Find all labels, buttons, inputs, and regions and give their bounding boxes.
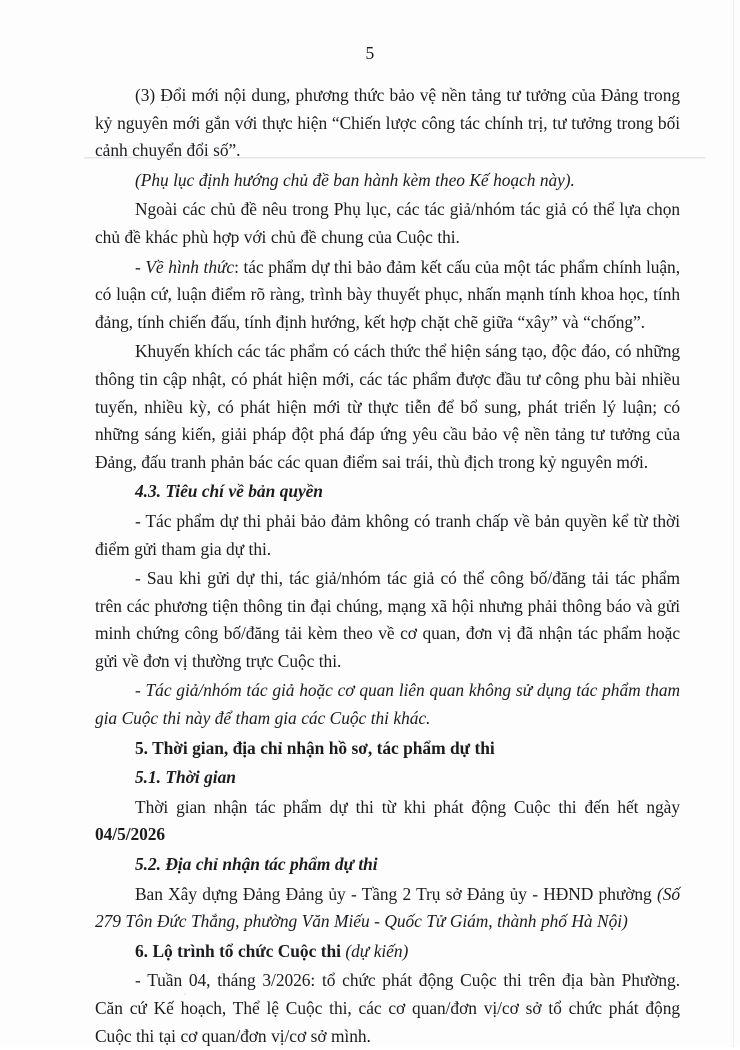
heading-5-time-and-address xyxy=(95,735,680,763)
heading-note-tentative: (dự kiến) xyxy=(345,940,409,961)
heading-text: 6. Lộ trình tổ chức Cuộc thi xyxy=(135,940,346,961)
heading-5-1-time xyxy=(95,764,680,792)
paragraph-submission-deadline xyxy=(95,794,680,849)
text-run: - Tuần 04, tháng 3/2026: tổ chức phát động Cuộc thi trên địa bàn Phường. Căn cứ Kế hoạch, Thể lệ Cuộc thi, các cơ quan/đơn vị/cơ sở tổ chức phát động Cuộc thi tại cơ quan/đơn vị/cơ sở mình. xyxy=(95,970,680,1046)
text-run: - Tác phẩm dự thi phải bảo đảm không có tranh chấp về bản quyền kể từ thời điểm gửi tham gia dự thi. xyxy=(95,510,680,559)
paragraph-roadmap-week-4 xyxy=(95,967,680,1050)
heading-5-2-address xyxy=(95,851,680,879)
text-run: - Sau khi gửi dự thi, tác giả/nhóm tác giả có thể công bố/đăng tải tác phẩm trên các phương tiện thông tin đại chúng, mạng xã hội nhưng phải thông báo và gửi minh chứng công bố/đăng tải kèm theo về cơ quan, đơn vị đã nhận tác phẩm hoặc gửi về đơn vị thường trực Cuộc thi. xyxy=(95,568,680,671)
paragraph-appendix-note xyxy=(95,167,680,195)
text-run: Khuyến khích các tác phẩm có cách thức thể hiện sáng tạo, độc đáo, có những thông tin cập nhật, có phát hiện mới, các tác phẩm được đầu tư công phu bài nhiều tuyến, nhiều kỳ, có phát hiện mới từ thực tiễn để bổ sung, phát triển lý luận; có những sáng kiến, giải pháp đột phá đáp ứng yêu cầu bảo vệ nền tảng tư tưởng của Đảng, đấu tranh phản bác các quan điểm sai trái, thù địch trong kỷ nguyên mới. xyxy=(95,341,680,472)
text-run-emphasis: Về hình thức xyxy=(145,256,235,277)
paragraph-no-copyright-dispute xyxy=(95,508,680,563)
heading-text: 5.2. Địa chỉ nhận tác phẩm dự thi xyxy=(135,854,378,875)
heading-text: 5. Thời gian, địa chỉ nhận hồ sơ, tác phẩm dự thi xyxy=(135,737,495,758)
heading-4-3-copyright-criteria xyxy=(95,478,680,506)
text-run: (3) Đổi mới nội dung, phương thức bảo vệ nền tảng tư tưởng của Đảng trong kỷ nguyên mới gắn với thực hiện “Chiến lược công tác chính trị, tư tưởng trong bối cảnh chuyển đổi số”. xyxy=(95,85,680,161)
scan-edge-artifact xyxy=(733,0,734,1047)
address-detail: (Số 279 Tôn Đức Thắng, phường Văn Miếu - Quốc Tử Giám, thành phố Hà Nội) xyxy=(95,883,680,932)
heading-text: 5.1. Thời gian xyxy=(135,767,236,788)
deadline-date: 04/5/2026 xyxy=(95,824,166,845)
paragraph-encouragement xyxy=(95,338,680,476)
heading-6-roadmap xyxy=(95,938,680,966)
document-body xyxy=(95,82,680,1050)
text-run: : tác phẩm dự thi bảo đảm kết cấu của một tác phẩm chính luận, có luận cứ, luận điểm rõ ràng, trình bày thuyết phục, nhấn mạnh tính khoa học, tính đảng, tính chiến đấu, tính định hướng, kết hợp chặt chẽ giữa “xây” và “chống”. xyxy=(95,256,680,332)
text-run: - xyxy=(135,256,146,277)
paragraph-receiving-address xyxy=(95,881,680,936)
heading-text: 4.3. Tiêu chí về bản quyền xyxy=(135,481,323,502)
paragraph-publication-after-submission xyxy=(95,565,680,675)
text-run: (Phụ lục định hướng chủ đề ban hành kèm theo Kế hoạch này). xyxy=(135,169,575,190)
text-run: Ban Xây dựng Đảng Đảng ủy - Tầng 2 Trụ sở Đảng ủy - HĐND phường xyxy=(135,883,657,904)
text-run: Ngoài các chủ đề nêu trong Phụ lục, các tác giả/nhóm tác giả có thể lựa chọn chủ đề khác phù hợp với chủ đề chung của Cuộc thi. xyxy=(95,199,680,247)
paragraph-other-topics xyxy=(95,196,680,251)
paragraph-form-criteria xyxy=(95,254,680,337)
text-run: Thời gian nhận tác phẩm dự thi từ khi phát động Cuộc thi đến hết ngày xyxy=(135,796,680,817)
text-run: - Tác giả/nhóm tác giả hoặc cơ quan liên quan không sử dụng tác phẩm tham gia Cuộc thi này để tham gia các Cuộc thi khác. xyxy=(95,680,680,729)
page-number: 5 xyxy=(365,43,375,63)
paragraph-no-reuse-other-contests xyxy=(95,677,680,732)
paragraph-policy-item-3 xyxy=(95,82,680,165)
